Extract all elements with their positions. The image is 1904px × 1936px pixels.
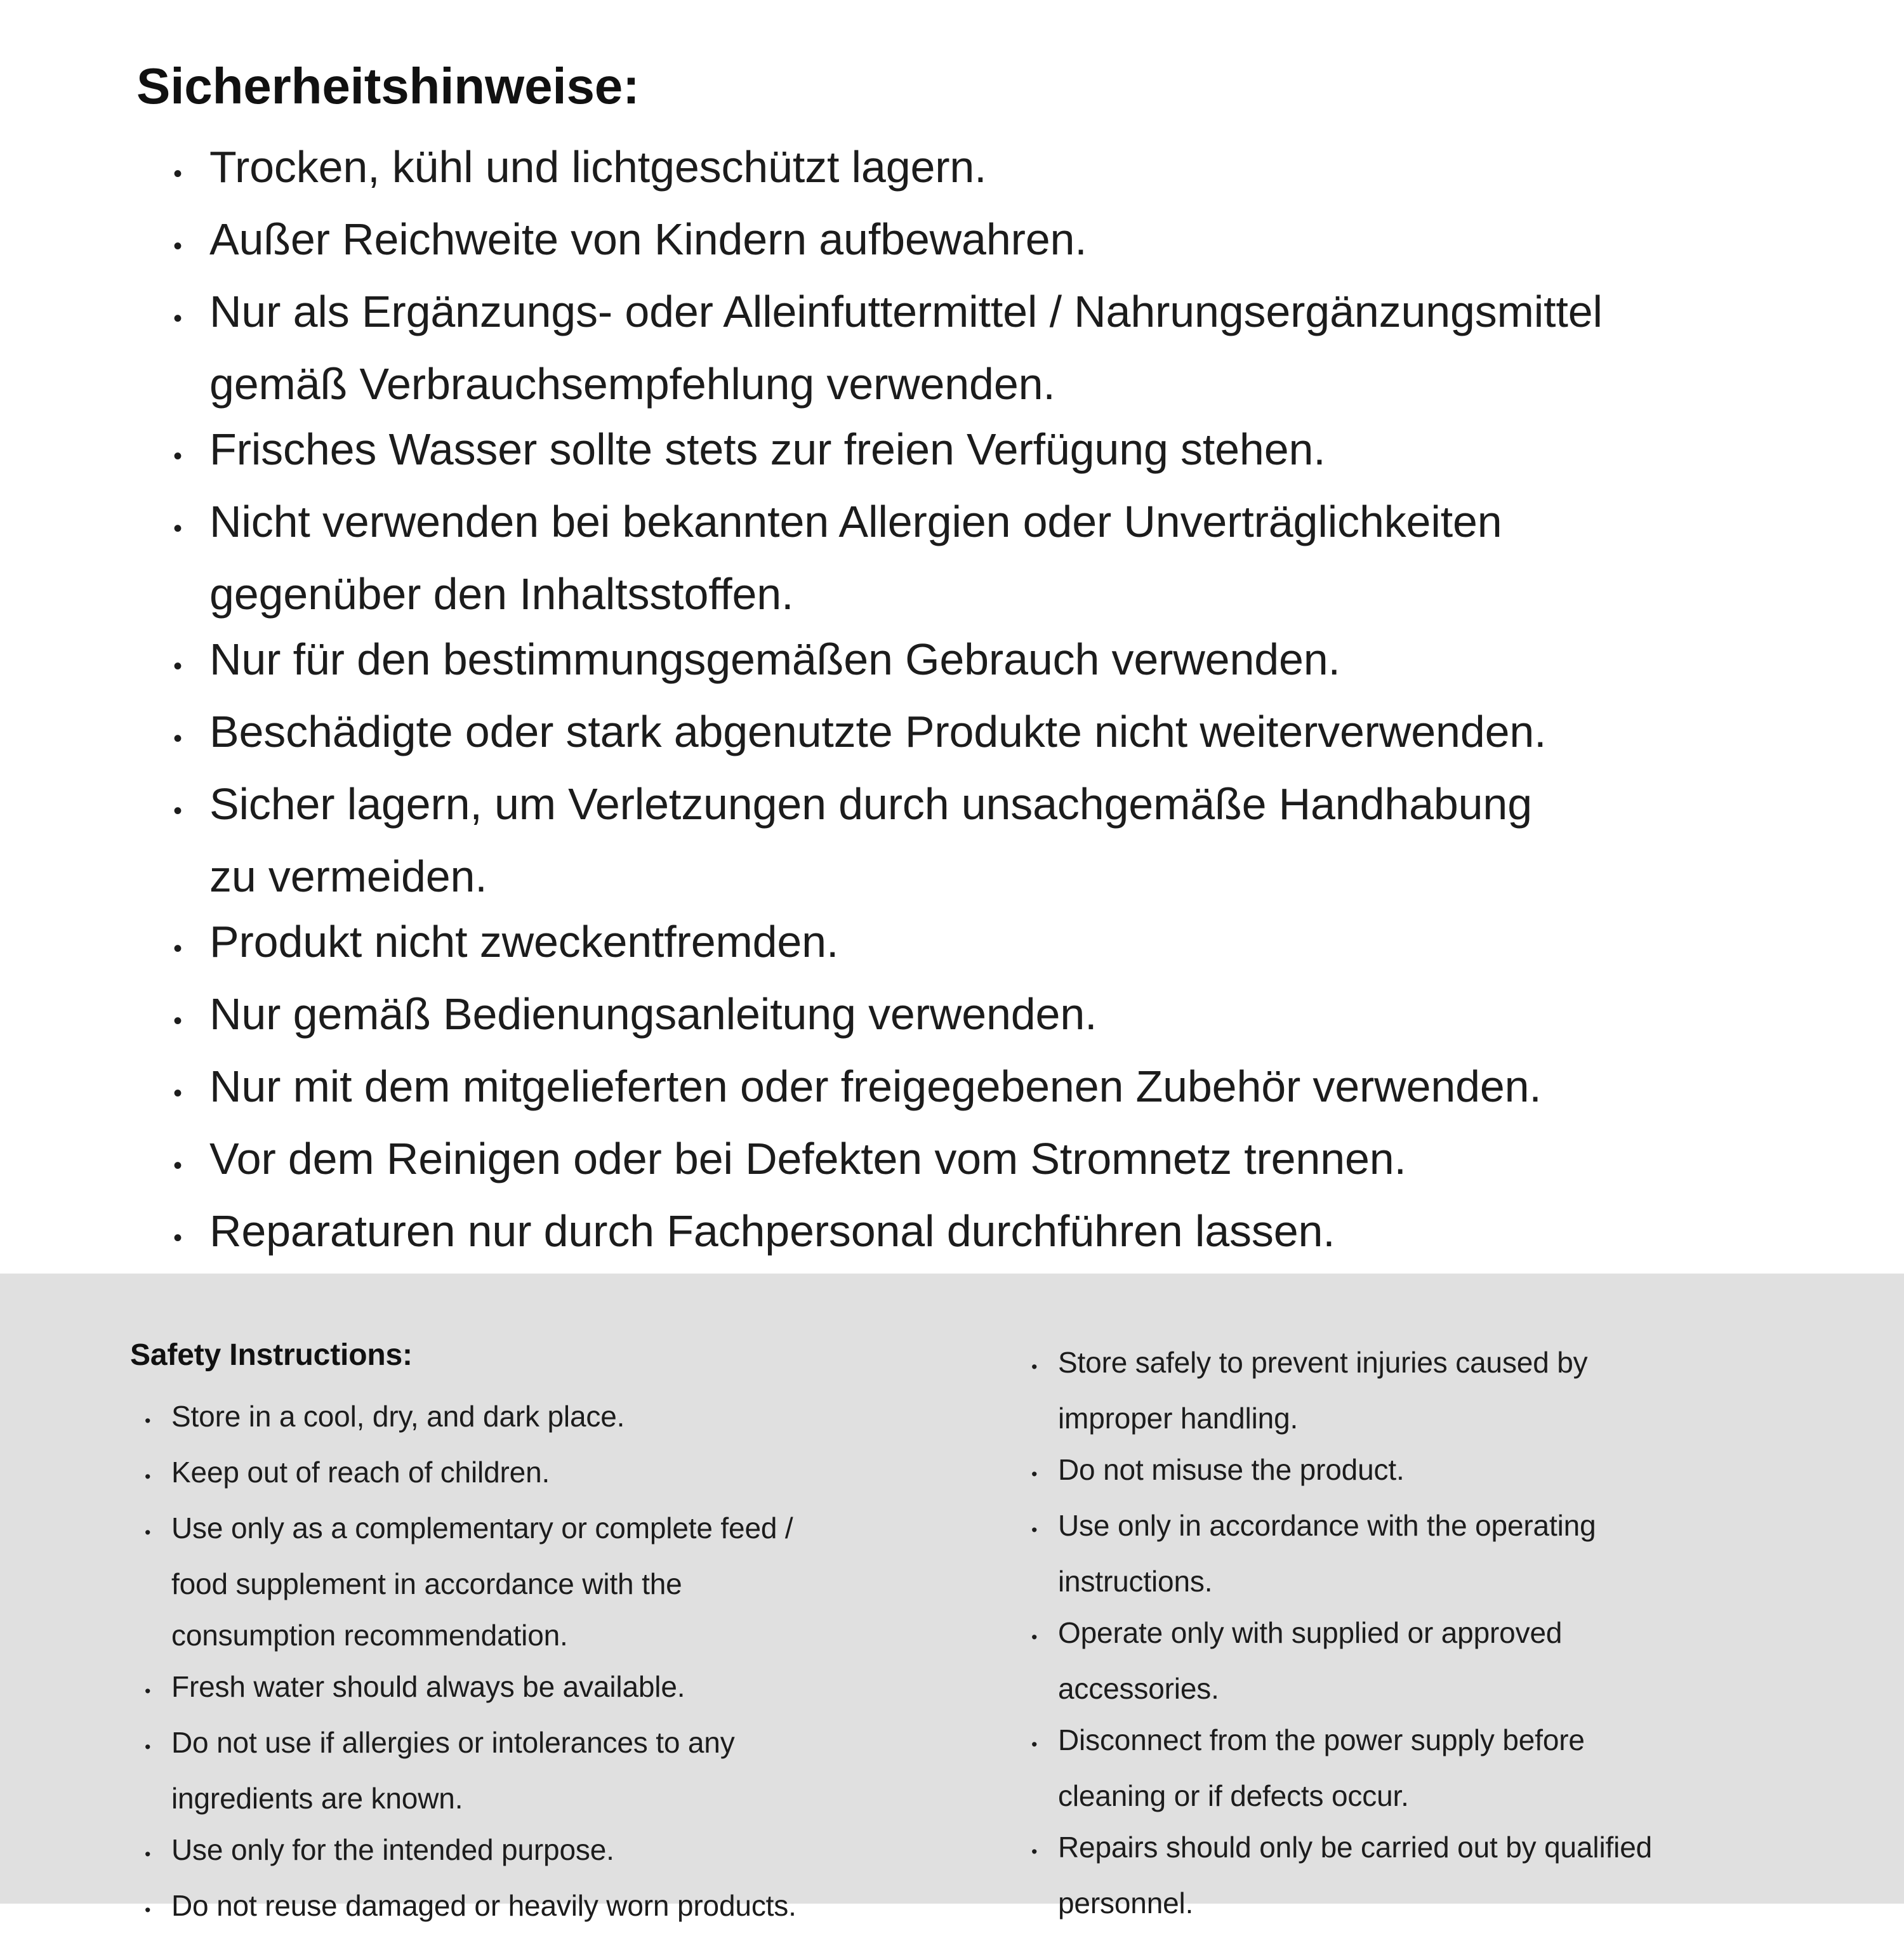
bullet-icon: • (173, 797, 182, 825)
bullet-line (145, 1717, 1008, 1773)
bullet-line (1031, 1444, 1882, 1500)
bullet-line (173, 417, 1603, 489)
list-item (173, 772, 1603, 909)
list-item (1031, 1444, 1882, 1500)
bullet-icon: • (1031, 1735, 1038, 1754)
bullet-icon: • (145, 1467, 151, 1486)
bullet-text: Store in a cool, dry, and dark place. (171, 1400, 625, 1433)
bullet-text: Do not use if allergies or intolerances to any (171, 1726, 735, 1759)
bullet-icon: • (1031, 1465, 1038, 1484)
bullet-text: Use only in accordance with the operating (1058, 1509, 1596, 1542)
bullet-icon: • (173, 935, 182, 963)
bullet-line (173, 699, 1603, 772)
bullet-text: cleaning or if defects occur. (1058, 1779, 1409, 1812)
bullet-line (1031, 1822, 1882, 1878)
list-item (173, 489, 1603, 627)
bullet-line (145, 1447, 1008, 1503)
bullet-line (173, 982, 1603, 1054)
bullet-text: accessories. (1058, 1672, 1219, 1705)
bullet-line (173, 1126, 1603, 1199)
bullet-line (173, 772, 1603, 844)
bullet-icon: • (173, 305, 182, 333)
list-item (145, 1661, 1008, 1717)
bullet-text: improper handling. (1058, 1402, 1299, 1435)
list-item (145, 1447, 1008, 1503)
bullet-text: Außer Reichweite von Kindern aufbewahren. (209, 214, 1087, 264)
english-section-title: Safety Instructions: (130, 1338, 413, 1372)
english-section-panel (0, 1274, 1904, 1922)
list-item (173, 982, 1603, 1054)
list-item (145, 1824, 1008, 1880)
german-bullet-list (173, 135, 1603, 1271)
english-left-bullet-list (145, 1391, 1008, 1936)
bullet-line (1031, 1770, 1882, 1822)
bullet-icon: • (173, 725, 182, 753)
bullet-text: Do not misuse the product. (1058, 1453, 1405, 1486)
list-item (145, 1503, 1008, 1661)
german-section-title: Sicherheitshinweise: (136, 58, 640, 114)
list-item (173, 1126, 1603, 1199)
bullet-icon: • (173, 1152, 182, 1180)
bullet-text: Frisches Wasser sollte stets zur freien Verfügung stehen. (209, 425, 1326, 474)
list-item (145, 1717, 1008, 1824)
bullet-text: gegenüber den Inhaltsstoffen. (209, 569, 794, 619)
list-item (173, 417, 1603, 489)
list-item (173, 1054, 1603, 1126)
bullet-line (145, 1661, 1008, 1717)
bullet-icon: • (173, 442, 182, 470)
bullet-text: Fresh water should always be available. (171, 1670, 685, 1703)
bullet-line (1031, 1663, 1882, 1715)
bullet-icon: • (173, 160, 182, 188)
bullet-line (173, 352, 1603, 417)
list-item (145, 1391, 1008, 1447)
bullet-text: Nur mit dem mitgelieferten oder freigegebenen Zubehör verwenden. (209, 1062, 1542, 1111)
bullet-icon: • (173, 232, 182, 260)
list-item (173, 135, 1603, 207)
bullet-text: Vor dem Reinigen oder bei Defekten vom Stromnetz trennen. (209, 1134, 1406, 1183)
bullet-text: Reparaturen nur durch Fachpersonal durchführen lassen. (209, 1206, 1335, 1256)
bullet-text: personnel. (1058, 1887, 1194, 1920)
bullet-line (1031, 1715, 1882, 1770)
bullet-line (173, 135, 1603, 207)
list-item (173, 207, 1603, 279)
list-item (173, 279, 1603, 417)
list-item (1031, 1500, 1882, 1607)
english-right-bullet-list (1031, 1337, 1882, 1929)
bullet-line (173, 627, 1603, 699)
bullet-text: Repairs should only be carried out by qualified (1058, 1831, 1653, 1864)
list-item (173, 909, 1603, 982)
list-item (173, 699, 1603, 772)
bullet-text: Sicher lagern, um Verletzungen durch unsachgemäße Handhabung (209, 779, 1532, 829)
list-item (173, 627, 1603, 699)
bullet-text: Operate only with supplied or approved (1058, 1616, 1563, 1649)
bullet-icon: • (145, 1682, 151, 1701)
bullet-icon: • (1031, 1357, 1038, 1376)
list-item (145, 1880, 1008, 1936)
bullet-text: zu vermeiden. (209, 852, 487, 901)
bullet-text: Keep out of reach of children. (171, 1456, 550, 1489)
bullet-icon: • (173, 1079, 182, 1107)
bullet-icon: • (173, 1224, 182, 1252)
bullet-text: consumption recommendation. (171, 1619, 568, 1652)
bullet-line (173, 844, 1603, 909)
list-item (1031, 1822, 1882, 1929)
bullet-text: gemäß Verbrauchsempfehlung verwenden. (209, 359, 1055, 409)
list-item (1031, 1715, 1882, 1822)
bullet-text: Beschädigte oder stark abgenutzte Produkte nicht weiterverwenden. (209, 707, 1547, 756)
list-item (173, 1199, 1603, 1271)
bullet-icon: • (1031, 1520, 1038, 1539)
bullet-icon: • (145, 1845, 151, 1864)
list-item (1031, 1607, 1882, 1715)
bullet-line (1031, 1607, 1882, 1663)
bullet-line (173, 909, 1603, 982)
bullet-line (173, 489, 1603, 562)
bullet-text: Use only as a complementary or complete feed / (171, 1511, 793, 1544)
bullet-line (145, 1824, 1008, 1880)
bullet-text: food supplement in accordance with the (171, 1567, 682, 1600)
bullet-text: Nur für den bestimmungsgemäßen Gebrauch verwenden. (209, 635, 1340, 684)
bullet-line (145, 1773, 1008, 1824)
bullet-text: ingredients are known. (171, 1782, 463, 1815)
bullet-line (145, 1880, 1008, 1936)
bullet-line (1031, 1878, 1882, 1929)
bullet-text: Nicht verwenden bei bekannten Allergien oder Unverträglichkeiten (209, 497, 1502, 546)
list-item (1031, 1337, 1882, 1444)
bullet-text: Store safely to prevent injuries caused by (1058, 1346, 1588, 1379)
bullet-text: instructions. (1058, 1565, 1213, 1598)
bullet-text: Do not reuse damaged or heavily worn products. (171, 1889, 797, 1922)
bullet-text: Produkt nicht zweckentfremden. (209, 917, 839, 966)
bullet-line (173, 207, 1603, 279)
bullet-line (1031, 1556, 1882, 1607)
bullet-icon: • (145, 1411, 151, 1430)
bullet-text: Disconnect from the power supply before (1058, 1723, 1585, 1756)
bullet-line (173, 562, 1603, 627)
bullet-line (1031, 1393, 1882, 1444)
bullet-text: Nur gemäß Bedienungsanleitung verwenden. (209, 989, 1097, 1039)
bullet-text: Nur als Ergänzungs- oder Alleinfuttermittel / Nahrungsergänzungsmittel (209, 287, 1603, 336)
bullet-line (145, 1558, 1008, 1610)
bullet-line (145, 1610, 1008, 1661)
bullet-icon: • (145, 1900, 151, 1920)
bullet-line (173, 1054, 1603, 1126)
bullet-text: Trocken, kühl und lichtgeschützt lagern. (209, 142, 987, 192)
bullet-icon: • (145, 1523, 151, 1542)
bullet-icon: • (173, 652, 182, 680)
bullet-line (1031, 1337, 1882, 1393)
bullet-text: Use only for the intended purpose. (171, 1833, 614, 1866)
bullet-icon: • (145, 1737, 151, 1756)
bullet-icon: • (1031, 1628, 1038, 1647)
bullet-line (145, 1391, 1008, 1447)
bullet-line (145, 1503, 1008, 1558)
bullet-icon: • (173, 1007, 182, 1035)
bullet-line (173, 279, 1603, 352)
bullet-icon: • (1031, 1842, 1038, 1861)
bullet-line (173, 1199, 1603, 1271)
bullet-line (1031, 1500, 1882, 1556)
bullet-icon: • (173, 515, 182, 543)
